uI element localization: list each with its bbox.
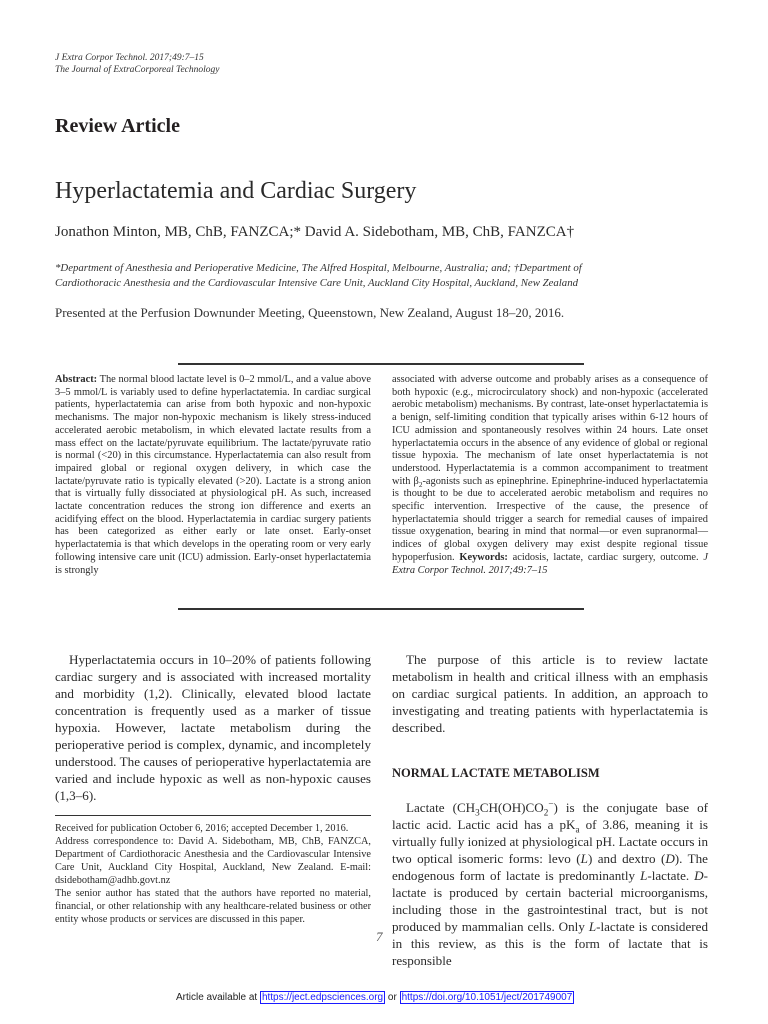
abstract-text-right-1: associated with adverse outcome and probably arises as a consequence of both hypoxic (e.g., microcirculatory shock) and non-hypoxic (accelerated aerobic metabolism) mechanisms. By contrast, late-onset hyperlactatemia is a benign, self-limiting condition that typically arises within 6-12 hours of ICU admission and spontaneously resolves within 24 hours. Late onset hyperlactatemia occurs in the absence of any evidence of global or regional tissue hypoxia. The mechanism of late onset hyperlactatemia is not understood. Hyperlactatemia is a common accompaniment to treatment with <box>392 374 708 487</box>
keywords-label: Keywords: <box>459 551 508 563</box>
footnotes <box>55 822 371 926</box>
italic-text: L <box>580 851 588 866</box>
availability-or: or <box>385 992 400 1003</box>
availability-prefix: Article available at <box>176 992 260 1003</box>
text: CH(OH)CO <box>479 800 544 815</box>
disclosure-note: The senior author has stated that the authors have reported no material, financial, or other relationship with any healthcare-related business or other entity whose products or services are discussed in this paper. <box>55 888 371 925</box>
journal-site-link[interactable]: https://ject.edpsciences.org <box>261 992 384 1003</box>
affiliation-line-2: Cardiothoracic Anesthesia and the Cardiovascular Intensive Care Unit, Auckland City Hospital, Auckland, New Zealand <box>55 277 578 289</box>
affiliation-line-1: *Department of Anesthesia and Perioperative Medicine, The Alfred Hospital, Melbourne, Australia; and; †Department of <box>55 262 582 274</box>
abstract-top-rule <box>178 363 584 365</box>
body-right-column <box>392 651 708 969</box>
lactate-paragraph <box>392 799 708 969</box>
section-heading: NORMAL LACTATE METABOLISM <box>392 766 600 780</box>
abstract-citation: J Extra Corpor Technol. 2017;49:7–15 <box>392 551 708 576</box>
abstract-right-column <box>392 374 708 577</box>
text: of 3.86, meaning it is virtually fully ionized at physiological pH. Lactate occurs in two optical isomeric forms: levo ( <box>392 817 708 866</box>
abstract-text-left: The normal blood lactate level is 0–2 mmol/L, and a value above 3–5 mmol/L is variably used to define hyperlactatemia. In cardiac surgical patients, hyperlactatemia can arise from both hypoxic and non-hypoxic mechanisms. The major non-hypoxic mechanism is likely stress-induced accelerated aerobic metabolism, in which elevated lactate results from a mass effect on the lactate/pyruvate equilibrium. The lactate/pyruvate ratio is normal (<20) in this circumstance. Hyperlactatemia can also result from impaired global or regional oxygen delivery, in which case the lactate/pyruvate ratio is typically elevated (>20). Lactate is a strong anion that is virtually fully dissociated at physiological pH. As such, increased lactate concentration reduces the strong ion difference and exerts an acidifying effect on the blood. Hyperlactatemia in cardiac surgery patients has been categorized as either early or late onset. Early-onset hyperlactatemia is that which develops in the operating room or very early following intensive care unit (ICU) admission. Early-onset hyperlactatemia is strongly <box>55 374 371 576</box>
text: ) and dextro ( <box>587 851 666 866</box>
journal-name: The Journal of ExtraCorporeal Technology <box>55 65 220 75</box>
text: Lactate (CH <box>406 800 476 815</box>
correspondence-note: Address correspondence to: David A. Sidebotham, MB, ChB, FANZCA, Department of Cardiothoracic Anesthesia and the Cardiovascular Intensive Care Unit, Auckland City Hospital, Auckland, New Zealand. E-mail: dsidebotham@adhb.govt.nz <box>55 836 371 886</box>
text: ). The endogenous form of lactate is predominantly <box>392 851 708 883</box>
text: -lactate is produced by certain bacterial microorganisms, including those in the gastrointestinal tract, but is not produced by mammalian cells. Only <box>392 868 708 934</box>
availability-line <box>176 992 574 1003</box>
purpose-paragraph: The purpose of this article is to review lactate metabolism in health and critical illness with an emphasis on cardiac surgical patients. In addition, an approach to investigating and treating patients with hyperlactatemia is described. <box>392 652 708 735</box>
subscript: 3 <box>475 807 480 818</box>
keywords: acidosis, lactate, cardiac surgery, outcome. <box>507 551 704 563</box>
abstract-text-right-2: -agonists such as epinephrine. Epinephrine-induced hyperlactatemia is thought to be due to accelerated aerobic metabolism and requires no specific intervention. Irrespective of the cause, the presence of hyperlactatemia should trigger a search for remedial causes of impaired tissue oxygenation, bearing in mind that normal—or even supranormal—indices of global oxygen delivery may exist despite regional tissue hypoperfusion. <box>392 475 708 563</box>
abstract-left-column <box>55 374 371 577</box>
journal-citation: J Extra Corpor Technol. 2017;49:7–15 <box>55 53 204 63</box>
doi-link[interactable]: https://doi.org/10.1051/ject/201749007 <box>401 992 573 1003</box>
subscript: a <box>575 824 580 835</box>
abstract-bottom-rule <box>178 608 584 610</box>
authors: Jonathon Minton, MB, ChB, FANZCA;* David A. Sidebotham, MB, ChB, FANZCA† <box>55 224 575 240</box>
beta-symbol: β <box>413 475 419 487</box>
presented-note: Presented at the Perfusion Downunder Meeting, Queenstown, New Zealand, August 18–20, 2016. <box>55 305 565 320</box>
italic-text: D <box>665 851 675 866</box>
received-note: Received for publication October 6, 2016; accepted December 1, 2016. <box>55 823 349 834</box>
text: -lactate is considered in this review, as this is the form of lactate that is responsible <box>392 919 708 968</box>
affiliation <box>55 261 582 291</box>
italic-text: D <box>694 868 704 883</box>
intro-paragraph: Hyperlactatemia occurs in 10–20% of patients following cardiac surgery and is associated with increased mortality and morbidity (1,2). Clinically, elevated blood lactate concentration is frequently used as a marker of tissue hypoxia. However, lactate metabolism during the perioperative period is complex, dynamic, and incompletely understood. The causes of perioperative hyperlactatemia are varied and include hypoxic as well as non-hypoxic causes (1,3–6). <box>55 652 371 803</box>
abstract-label: Abstract: <box>55 374 98 385</box>
footnote-rule <box>55 815 371 816</box>
italic-text: L <box>588 919 597 934</box>
page-number: 7 <box>376 929 383 944</box>
body-left-column <box>55 651 371 804</box>
italic-text: L <box>640 868 648 883</box>
text: -lactate. <box>647 868 695 883</box>
subscript: 2 <box>543 807 549 818</box>
article-title: Hyperlactatemia and Cardiac Surgery <box>55 178 417 204</box>
text: ) is the conjugate base of lactic acid. Lactic acid has a pK <box>392 800 708 832</box>
section-type: Review Article <box>55 115 180 137</box>
beta-subscript: 2 <box>418 480 423 489</box>
superscript: − <box>548 798 554 809</box>
